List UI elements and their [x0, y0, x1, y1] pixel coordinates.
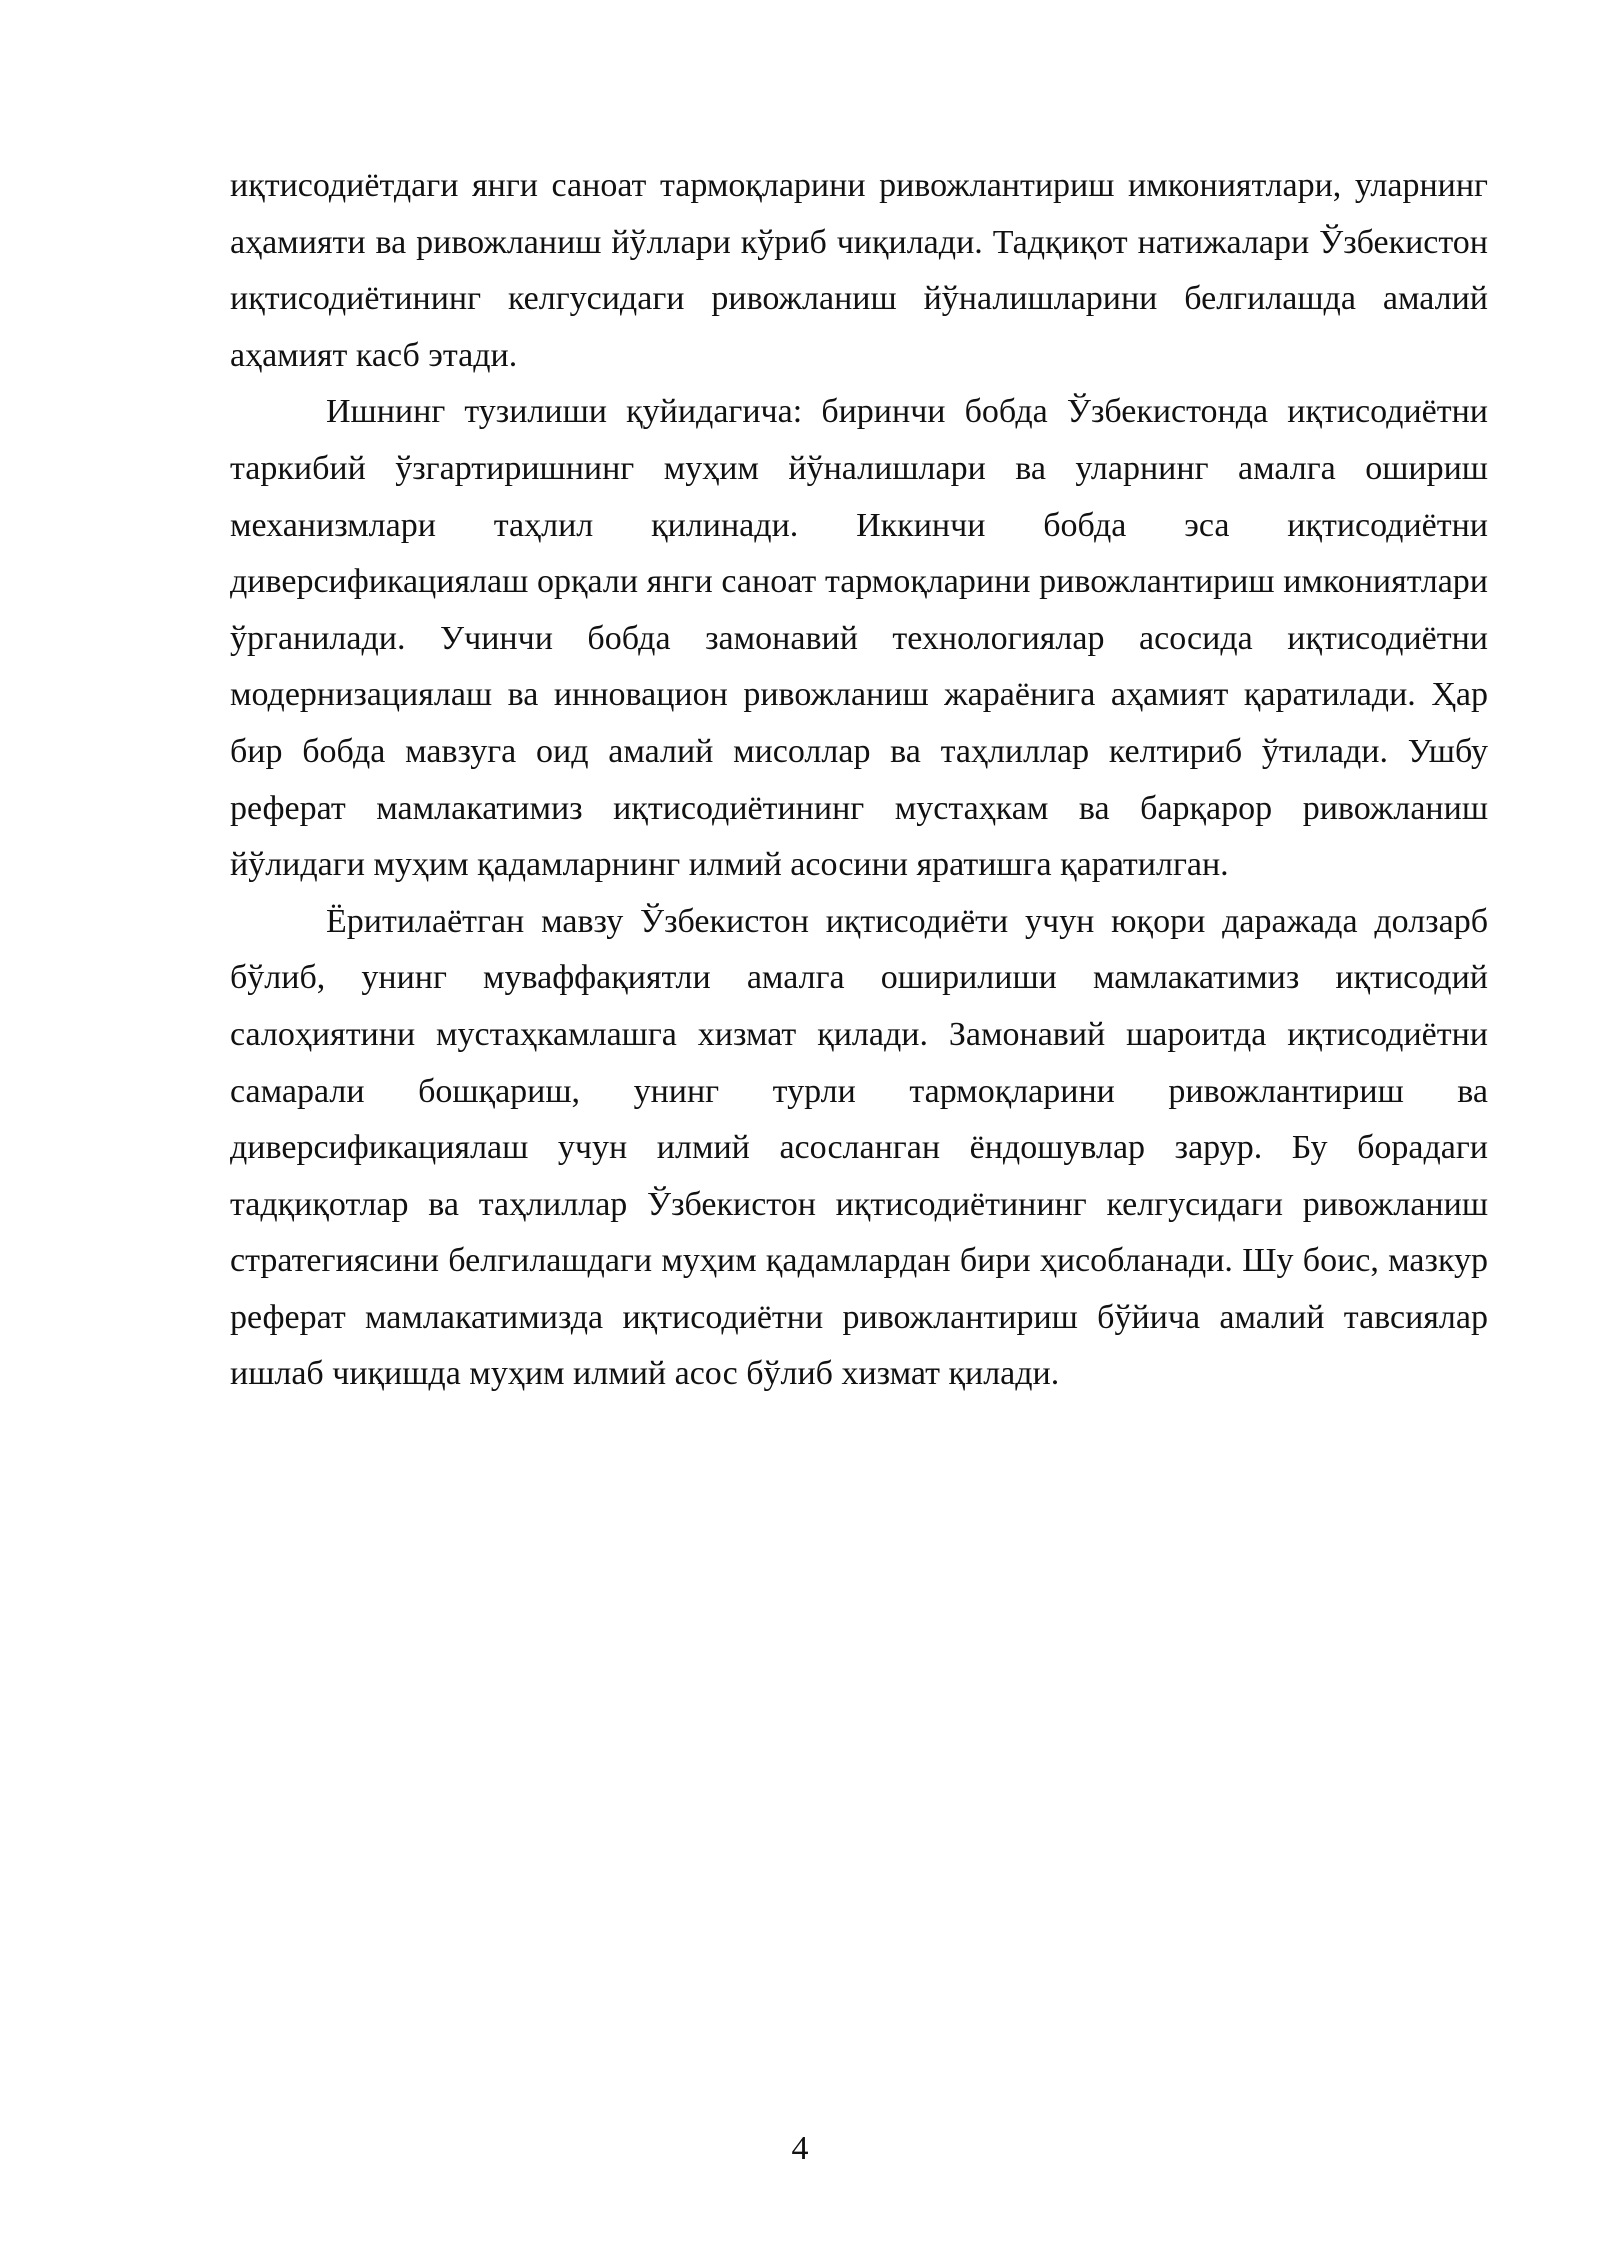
paragraph-structure: Ишнинг тузилиши қуйидагича: биринчи бобда Ўзбекистонда иқтисодиётни таркибий ўзгартиришнинг муҳим йўналишлари ва уларнинг амалга ошириш механизмлари таҳлил қилинади. Иккинчи бобда эса иқтисодиётни диверсификациялаш орқали янги саноат тармоқларини ривожлантириш имкониятлари ўрганилади. Учинчи бобда замонавий технологиялар асосида иқтисодиётни модернизациялаш ва инновацион ривожланиш жараёнига аҳамият қаратилади. Ҳар бир бобда мавзуга оид амалий мисоллар ва таҳлиллар келтириб ўтилади. Ушбу реферат мамлакатимиз иқтисодиётининг мустаҳкам ва барқарор ривожланиш йўлидаги муҳим қадамларнинг илмий асосини яратишга қаратилган. — [230, 393, 1488, 884]
page-number: 4 — [791, 2130, 809, 2167]
paragraph-continuation: иқтисодиётдаги янги саноат тармоқларини ривожлантириш имкониятлари, уларнинг аҳамияти ва ривожланиш йўллари кўриб чиқилади. Тадқиқот натижалари Ўзбекистон иқтисодиётининг келгусидаги ривожланиш йўналишларини белгилашда амалий аҳамият касб этади. — [230, 167, 1488, 374]
document-body — [230, 158, 1488, 1403]
paragraph-relevance: Ёритилаётган мавзу Ўзбекистон иқтисодиёти учун юқори даражада долзарб бўлиб, унинг муваффақиятли амалга оширилиши мамлакатимиз иқтисодий салоҳиятини мустаҳкамлашга хизмат қилади. Замонавий шароитда иқтисодиётни самарали бошқариш, унинг турли тармоқларини ривожлантириш ва диверсификациялаш учун илмий асосланган ёндошувлар зарур. Бу борадаги тадқиқотлар ва таҳлиллар Ўзбекистон иқтисодиётининг келгусидаги ривожланиш стратегиясини белгилашдаги муҳим қадамлардан бири ҳисобланади. Шу боис, мазкур реферат мамлакатимизда иқтисодиётни ривожлантириш бўйича амалий тавсиялар ишлаб чиқишда муҳим илмий асос бўлиб хизмат қилади. — [230, 902, 1488, 1393]
